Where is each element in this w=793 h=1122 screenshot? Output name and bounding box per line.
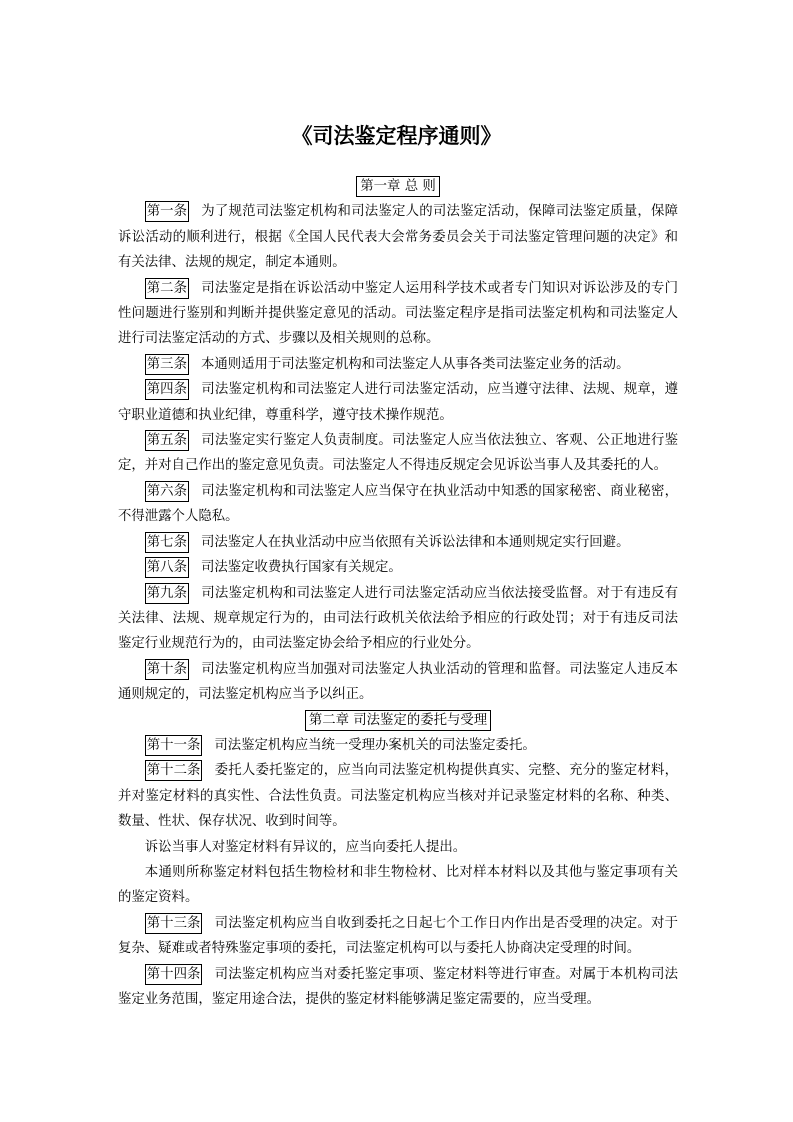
article-paragraph [118,581,678,657]
article-paragraph [118,911,678,962]
article-paragraph [118,276,678,352]
article-text: 司法鉴定机构和司法鉴定人进行司法鉴定活动，应当遵守法律、法规、规章，遵守职业道德和执业纪律，尊重科学，遵守技术操作规范。 [118,382,678,423]
article-text: 司法鉴定机构应当自收到委托之日起七个工作日内作出是否受理的决定。对于复杂、疑难或者特殊鉴定事项的委托，司法鉴定机构可以与委托人协商决定受理的时间。 [118,915,678,957]
article-number: 第十四条 [145,964,203,985]
chapter-1-title: 第一章 总 则 [356,176,439,197]
article-text: 司法鉴定机构和司法鉴定人进行司法鉴定活动应当依法接受监督。对于有违反有关法律、法规、规章规定行为的，由司法行政机关依法给予相应的行政处罚；对于有违反司法鉴定行业规范行为的，由司法鉴定协会给予相应的行业处分。 [118,585,678,652]
article-number: 第十二条 [145,760,203,781]
article-paragraph [118,555,678,580]
article-text: 司法鉴定机构和司法鉴定人应当保守在执业活动中知悉的国家秘密、商业秘密，不得泄露个人隐私。 [118,483,678,525]
article-number: 第四条 [145,379,189,400]
article-number: 第二条 [145,278,189,299]
article-text: 司法鉴定收费执行国家有关规定。 [200,560,402,576]
article-text: 司法鉴定机构应当对委托鉴定事项、鉴定材料等进行审查。对属于本机构司法鉴定业务范围，鉴定用途合法，提供的鉴定材料能够满足鉴定需要的，应当受理。 [118,966,678,1007]
article-number: 第十条 [145,659,189,680]
article-paragraph [118,199,678,275]
article-number: 第七条 [145,532,189,553]
chapter-2-title: 第二章 司法鉴定的委托与受理 [305,710,491,731]
article-number: 第十三条 [145,913,203,934]
paragraph-text: 诉讼当事人对鉴定材料有异议的，应当向委托人提出。 [144,839,467,855]
article-number: 第八条 [145,557,189,578]
body-paragraph [118,860,678,911]
article-text: 司法鉴定人在执业活动中应当依照有关诉讼法律和本通则规定实行回避。 [200,534,630,550]
article-number: 第九条 [145,583,189,604]
article-text: 为了规范司法鉴定机构和司法鉴定人的司法鉴定活动，保障司法鉴定质量，保障诉讼活动的顺利进行，根据《全国人民代表大会常务委员会关于司法鉴定管理问题的决定》和有关法律、法规的规定，制定本通则。 [118,204,678,271]
article-paragraph [118,758,678,834]
article-paragraph [118,377,678,428]
article-paragraph [118,428,678,479]
article-text: 委托人委托鉴定的，应当向司法鉴定机构提供真实、完整、充分的鉴定材料，并对鉴定材料的真实性、合法性负责。司法鉴定机构应当核对并记录鉴定材料的名称、种类、数量、性状、保存状况、收到时间等。 [118,763,678,830]
paragraph-text: 本通则所称鉴定材料包括生物检材和非生物检材、比对样本材料以及其他与鉴定事项有关的鉴定资料。 [118,864,678,906]
article-text: 司法鉴定机构应当统一受理办案机关的司法鉴定委托。 [214,737,536,753]
article-paragraph [118,962,678,1013]
article-number: 第一条 [145,201,189,222]
document-body [118,174,678,1012]
article-paragraph [118,657,678,708]
article-text: 本通则适用于司法鉴定机构和司法鉴定人从事各类司法鉴定业务的活动。 [200,356,630,372]
article-number: 第五条 [145,430,189,451]
article-paragraph [118,352,678,377]
article-number: 第六条 [145,481,189,502]
article-paragraph [118,733,678,758]
chapter-heading [118,174,678,199]
document-title: 《司法鉴定程序通则》 [291,123,502,148]
article-text: 司法鉴定实行鉴定人负责制度。司法鉴定人应当依法独立、客观、公正地进行鉴定，并对自己作出的鉴定意见负责。司法鉴定人不得违反规定会见诉讼当事人及其委托的人。 [118,433,678,474]
article-paragraph [118,530,678,555]
article-number: 第十一条 [145,735,203,756]
article-number: 第三条 [145,354,189,375]
article-paragraph [118,479,678,530]
chapter-heading [118,708,678,733]
article-text: 司法鉴定机构应当加强对司法鉴定人执业活动的管理和监督。司法鉴定人违反本通则规定的，司法鉴定机构应当予以纠正。 [118,661,678,703]
article-text: 司法鉴定是指在诉讼活动中鉴定人运用科学技术或者专门知识对诉讼涉及的专门性问题进行鉴别和判断并提供鉴定意见的活动。司法鉴定程序是指司法鉴定机构和司法鉴定人进行司法鉴定活动的方式、步骤以及相关规则的总称。 [118,280,678,347]
body-paragraph [118,835,678,860]
